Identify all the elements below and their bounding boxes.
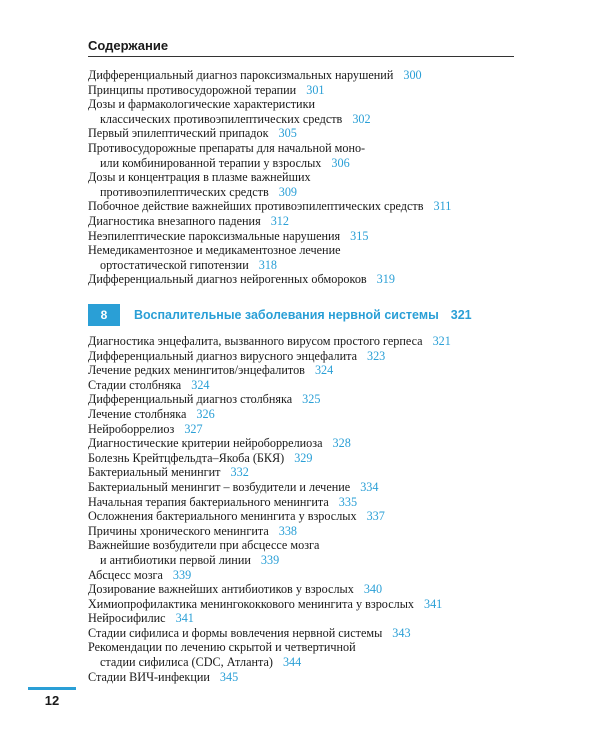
- toc-entry[interactable]: [88, 126, 528, 141]
- toc-entry[interactable]: [88, 509, 528, 524]
- toc-page-number[interactable]: 300: [403, 68, 422, 82]
- toc-page-number[interactable]: 335: [338, 494, 358, 509]
- toc-page-number[interactable]: 337: [366, 509, 385, 524]
- toc-entry-text: [88, 422, 528, 437]
- toc-entry-text: Важнейшие возбудители при абсцессе мозга: [88, 538, 320, 553]
- toc-entry-title: Стадии ВИЧ-инфекции: [88, 669, 210, 684]
- toc-page-number[interactable]: 302: [352, 111, 371, 126]
- toc-entry[interactable]: [88, 214, 528, 229]
- toc-entry-text: Рекомендации по лечению скрытой и четвертичной: [88, 640, 356, 655]
- toc-entry[interactable]: [88, 670, 528, 685]
- toc-entry-title: Дозирование важнейших антибиотиков у взрослых: [88, 582, 354, 597]
- toc-entry-title: Болезнь Крейтцфельдта–Якоба (БКЯ): [88, 450, 285, 465]
- toc-page-number[interactable]: 324: [191, 377, 210, 392]
- toc-entry-text: [88, 568, 528, 583]
- toc-entry-title: Бактериальный менингит: [88, 465, 221, 480]
- toc-entry[interactable]: [88, 611, 528, 626]
- toc-entry[interactable]: [88, 243, 528, 272]
- toc-entry-title: Осложнения бактериального менингита у взрослых: [88, 509, 357, 524]
- toc-entry-title: Побочное действие важнейших противоэпилептических средств: [88, 199, 424, 214]
- toc-entry-title: Бактериальный менингит – возбудители и лечение: [88, 479, 351, 494]
- toc-entry[interactable]: [88, 407, 528, 422]
- toc-entry-text: [88, 185, 528, 200]
- toc-entry-text: [88, 597, 528, 612]
- toc-entry-text: [88, 509, 528, 524]
- toc-entry[interactable]: [88, 568, 528, 583]
- toc-entry-title: Лечение редких менингитов/энцефалитов: [88, 363, 305, 378]
- toc-entry[interactable]: [88, 597, 528, 612]
- chapter-number: 8: [88, 304, 120, 326]
- toc-page-number[interactable]: 327: [184, 421, 203, 436]
- toc-entry-title: противоэпилептических средств: [100, 184, 269, 199]
- toc-entry-title: Первый эпилептический припадок: [88, 126, 269, 141]
- toc-entry-text: [88, 199, 528, 214]
- toc-entry-text: [88, 553, 528, 568]
- toc-entry[interactable]: [88, 451, 528, 466]
- toc-page-number[interactable]: 340: [363, 582, 383, 597]
- toc-page-number[interactable]: 321: [432, 334, 451, 348]
- toc-entry-text: [88, 68, 528, 83]
- toc-page-number[interactable]: 332: [230, 465, 249, 480]
- toc-entry[interactable]: [88, 349, 528, 364]
- toc-entry-text: Дозы и фармакологические характеристики: [88, 97, 316, 112]
- toc-section-1: [88, 68, 528, 287]
- toc-page-number[interactable]: 339: [172, 567, 192, 582]
- toc-entry-text: [88, 156, 528, 171]
- toc-page-number[interactable]: 344: [282, 655, 302, 670]
- toc-entry-title: Нейросифилис: [88, 611, 166, 626]
- toc-entry-text: [88, 272, 528, 287]
- toc-page-number[interactable]: 318: [258, 257, 278, 272]
- toc-entry[interactable]: [88, 378, 528, 393]
- toc-entry-title: Диагностика энцефалита, вызванного вирусом простого герпеса: [88, 334, 423, 348]
- toc-page-number[interactable]: 312: [270, 213, 289, 228]
- toc-entry-text: [88, 495, 528, 510]
- toc-entry-title: Дифференциальный диагноз столбняка: [88, 392, 293, 407]
- toc-entry-text: [88, 465, 528, 480]
- toc-entry-text: [88, 451, 528, 466]
- toc-entry-text: [88, 229, 528, 244]
- chapter-page-number: 321: [450, 308, 472, 322]
- toc-entry-title: Начальная терапия бактериального менингита: [88, 494, 329, 509]
- toc-entry[interactable]: [88, 141, 528, 170]
- toc-page-number[interactable]: 334: [360, 479, 379, 494]
- toc-entry-title: Лечение столбняка: [88, 406, 187, 421]
- toc-page-number[interactable]: 338: [278, 523, 298, 538]
- chapter-title: Воспалительные заболевания нервной системы: [134, 308, 439, 322]
- toc-entry[interactable]: [88, 538, 528, 567]
- toc-entry-title: Дифференциальный диагноз пароксизмальных нарушений: [88, 68, 394, 82]
- toc-entry[interactable]: [88, 363, 528, 378]
- toc-page-number[interactable]: 341: [175, 611, 194, 626]
- toc-entry[interactable]: [88, 170, 528, 199]
- toc-entry-title: Причины хронического менингита: [88, 523, 269, 538]
- toc-entry[interactable]: [88, 626, 528, 641]
- toc-page-number[interactable]: 326: [196, 406, 215, 421]
- toc-entry-text: [88, 349, 528, 364]
- toc-entry-title: Диагностические критерии нейроборрелиоза: [88, 436, 323, 451]
- footer-accent-bar: [28, 687, 76, 690]
- toc-entry-text: [88, 392, 528, 407]
- toc-page-number[interactable]: 324: [314, 363, 334, 378]
- toc-entry[interactable]: [88, 495, 528, 510]
- toc-entry-text: [88, 407, 528, 422]
- toc-page-number[interactable]: 325: [302, 392, 321, 407]
- toc-page-number[interactable]: 301: [306, 82, 325, 97]
- toc-entry-title: классических противоэпилептических средств: [100, 111, 343, 126]
- toc-entry-title: Принципы противосудорожной терапии: [88, 82, 297, 97]
- toc-entry-text: [88, 582, 528, 597]
- toc-entry-text: [88, 214, 528, 229]
- toc-entry-title: стадии сифилиса (CDC, Атланта): [100, 655, 273, 670]
- toc-entry-title: Стадии столбняка: [88, 377, 182, 392]
- toc-entry-title: Стадии сифилиса и формы вовлечения нервной системы: [88, 625, 383, 640]
- toc-entry-text: [88, 363, 528, 378]
- toc-page-number[interactable]: 339: [260, 552, 280, 567]
- toc-entry[interactable]: [88, 640, 528, 669]
- toc-page-number[interactable]: 319: [376, 272, 395, 287]
- toc-entry-text: [88, 112, 528, 127]
- toc-entry-text: [88, 334, 528, 349]
- toc-page-number[interactable]: 323: [366, 348, 386, 363]
- toc-entry-title: или комбинированной терапии у взрослых: [100, 155, 322, 170]
- toc-page-number[interactable]: 345: [219, 669, 239, 684]
- toc-entry[interactable]: [88, 68, 528, 83]
- toc-page-number[interactable]: 315: [350, 228, 369, 243]
- page-header: Содержание: [88, 38, 514, 57]
- toc-entry-title: Неэпилептические пароксизмальные нарушения: [88, 228, 341, 243]
- toc-page-number[interactable]: 329: [294, 450, 313, 465]
- toc-entry-text: [88, 83, 528, 98]
- toc-entry[interactable]: [88, 465, 528, 480]
- toc-page-number[interactable]: 328: [332, 436, 351, 451]
- toc-entry[interactable]: [88, 480, 528, 495]
- toc-entry-text: Противосудорожные препараты для начальной моно-: [88, 140, 366, 155]
- toc-entry-text: Дозы и концентрация в плазме важнейших: [88, 170, 311, 185]
- toc-entry-text: [88, 626, 528, 641]
- toc-entry[interactable]: [88, 229, 528, 244]
- toc-page-number[interactable]: 341: [423, 596, 443, 611]
- toc-entry[interactable]: [88, 436, 528, 451]
- toc-entry-title: Дифференциальный диагноз нейрогенных обмороков: [88, 272, 367, 287]
- toc-entry-text: [88, 670, 528, 685]
- toc-entry-text: [88, 524, 528, 539]
- toc-entry[interactable]: [88, 422, 528, 437]
- toc-entry-title: Абсцесс мозга: [88, 567, 163, 582]
- toc-entry-text: [88, 436, 528, 451]
- toc-entry-text: [88, 126, 528, 141]
- toc-entry[interactable]: [88, 272, 528, 287]
- toc-page-number[interactable]: 305: [278, 126, 297, 141]
- toc-page-number[interactable]: 306: [331, 155, 350, 170]
- toc-entry[interactable]: [88, 582, 528, 597]
- toc-entry-text: [88, 611, 528, 626]
- toc-entry-text: Немедикаментозное и медикаментозное лечение: [88, 243, 341, 258]
- toc-entry[interactable]: [88, 199, 528, 214]
- toc-entry-text: [88, 258, 528, 273]
- toc-entry[interactable]: [88, 97, 528, 126]
- toc-entry-title: Дифференциальный диагноз вирусного энцефалита: [88, 348, 357, 363]
- toc-page-number[interactable]: 311: [433, 199, 452, 214]
- toc-entry[interactable]: [88, 524, 528, 539]
- chapter-heading[interactable]: [88, 304, 528, 326]
- toc-page-number[interactable]: 309: [278, 184, 298, 199]
- toc-entry[interactable]: [88, 334, 528, 349]
- toc-entry[interactable]: [88, 392, 528, 407]
- toc-entry-title: Химиопрофилактика менингококкового менингита у взрослых: [88, 596, 414, 611]
- toc-entry-text: [88, 480, 528, 495]
- toc-entry-title: Нейроборрелиоз: [88, 421, 175, 436]
- toc-entry-title: и антибиотики первой линии: [100, 552, 251, 567]
- toc-entry-title: Диагностика внезапного падения: [88, 213, 261, 228]
- toc-entry-text: [88, 378, 528, 393]
- toc-page-number[interactable]: 343: [392, 625, 411, 640]
- toc-section-2: [88, 334, 528, 684]
- toc-entry[interactable]: [88, 83, 528, 98]
- toc-entry-title: ортостатической гипотензии: [100, 257, 249, 272]
- toc-entry-text: [88, 655, 528, 670]
- page-number: 12: [44, 693, 60, 708]
